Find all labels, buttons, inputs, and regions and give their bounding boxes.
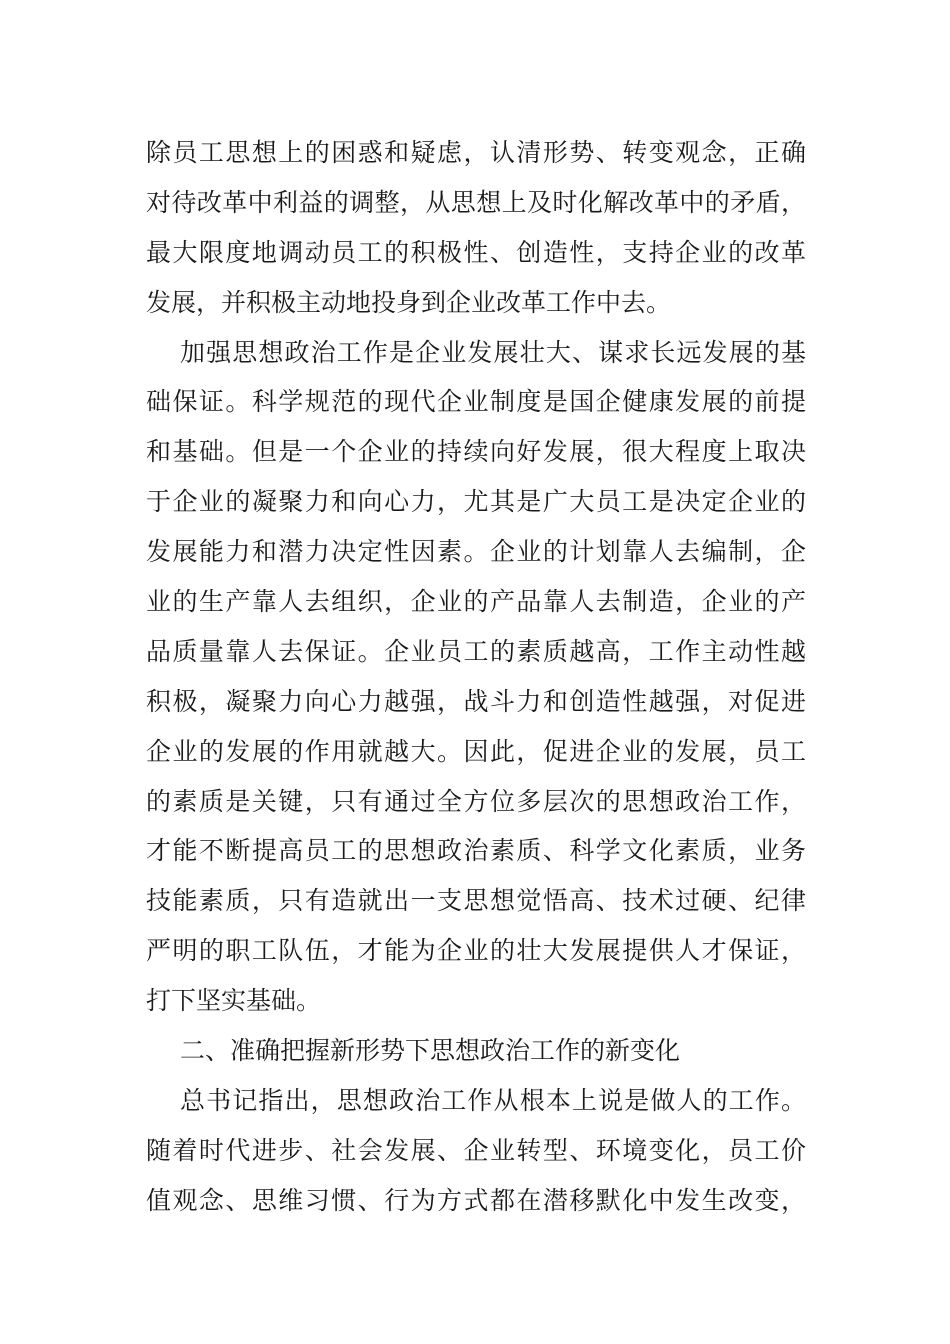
text-line: 技能素质，只有造就出一支思想觉悟高、技术过硬、纪律 [146, 886, 806, 916]
section-heading: 二、准确把握新形势下思想政治工作的新变化 [180, 1036, 681, 1066]
text-line: 品质量靠人去保证。企业员工的素质越高，工作主动性越 [146, 636, 806, 666]
text-line: 企业的发展的作用就越大。因此，促进企业的发展，员工 [146, 736, 806, 766]
text-line: 的素质是关键，只有通过全方位多层次的思想政治工作， [146, 786, 806, 816]
document-body [146, 128, 806, 1226]
text-line: 严明的职工队伍，才能为企业的壮大发展提供人才保证， [146, 936, 806, 966]
text-line: 发展，并积极主动地投身到企业改革工作中去。 [146, 287, 672, 317]
text-line: 积极，凝聚力向心力越强，战斗力和创造性越强，对促进 [146, 686, 806, 716]
paragraph-start-line: 加强思想政治工作是企业发展壮大、谋求长远发展的基 [180, 337, 806, 367]
text-line: 最大限度地调动员工的积极性、创造性，支持企业的改革 [146, 237, 806, 267]
text-line: 础保证。科学规范的现代企业制度是国企健康发展的前提 [146, 387, 806, 417]
text-line: 打下坚实基础。 [146, 986, 322, 1016]
text-line: 于企业的凝聚力和向心力，尤其是广大员工是决定企业的 [146, 487, 806, 517]
text-line: 业的生产靠人去组织，企业的产品靠人去制造，企业的产 [146, 587, 806, 617]
text-line: 才能不断提高员工的思想政治素质、科学文化素质，业务 [146, 836, 806, 866]
text-line: 对待改革中利益的调整，从思想上及时化解改革中的矛盾， [146, 187, 806, 217]
paragraph-start-line: 总书记指出，思想政治工作从根本上说是做人的工作。 [180, 1085, 806, 1115]
text-line: 随着时代进步、社会发展、企业转型、环境变化，员工价 [146, 1135, 806, 1165]
text-line: 值观念、思维习惯、行为方式都在潜移默化中发生改变， [146, 1185, 806, 1215]
text-line: 除员工思想上的困惑和疑虑，认清形势、转变观念，正确 [146, 138, 806, 167]
text-line: 发展能力和潜力决定性因素。企业的计划靠人去编制，企 [146, 537, 806, 567]
text-line: 和基础。但是一个企业的持续向好发展，很大程度上取决 [146, 437, 806, 467]
